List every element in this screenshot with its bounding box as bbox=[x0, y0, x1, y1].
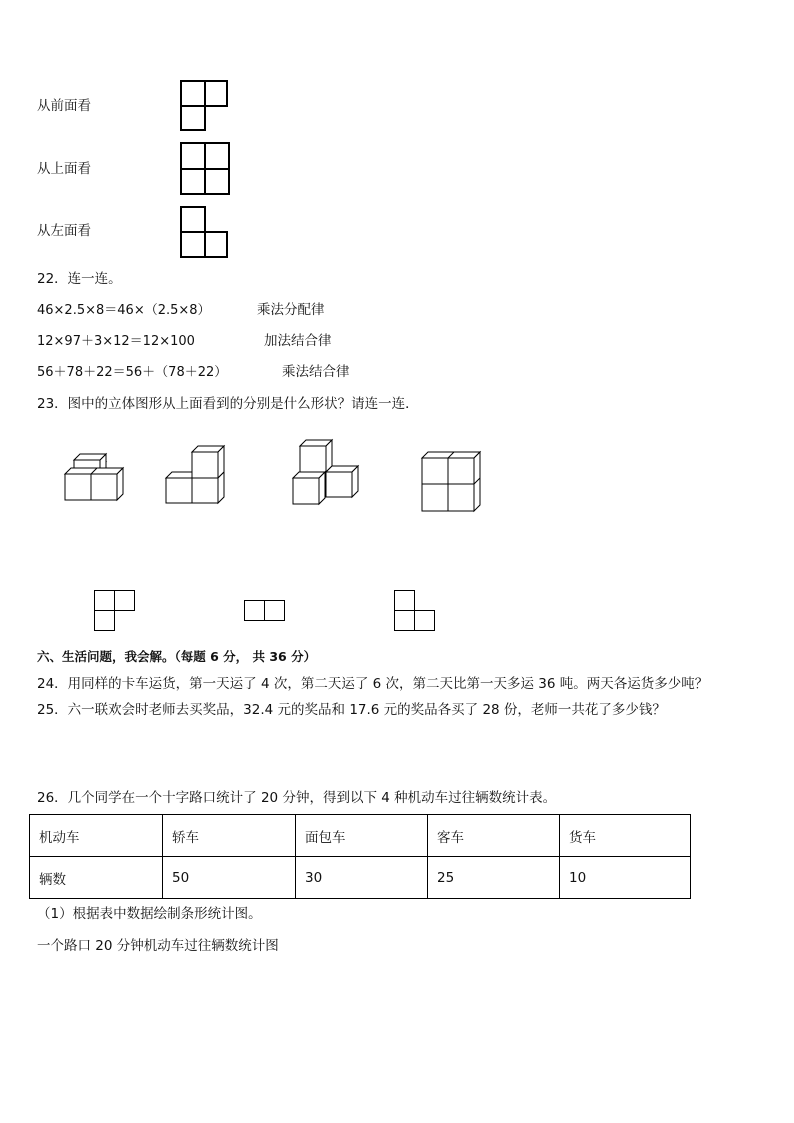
solid-figure-2 bbox=[165, 443, 227, 505]
top-view-figure bbox=[180, 142, 232, 196]
q26-sub1: （1）根据表中数据绘制条形统计图。 bbox=[37, 906, 262, 922]
view-label-top: 从上面看 bbox=[37, 161, 91, 177]
table-cell: 25 bbox=[428, 857, 560, 899]
table-cell: 10 bbox=[560, 857, 691, 899]
solid-figure-4 bbox=[421, 450, 485, 514]
view-label-left: 从左面看 bbox=[37, 223, 91, 239]
table-row bbox=[30, 857, 691, 899]
q24-text: 24．用同样的卡车运货，第一天运了 4 次，第二天运了 6 次，第二天比第一天多运 36 吨。两天各运货多少吨？ bbox=[37, 676, 709, 692]
q22-title: 22．连一连。 bbox=[37, 271, 122, 287]
q23-title: 23．图中的立体图形从上面看到的分别是什么形状？请连一连． bbox=[37, 396, 419, 412]
section-6-title: 六、生活问题，我会解。（每题 6 分， 共 36 分） bbox=[37, 649, 317, 664]
left-view-figure bbox=[180, 206, 230, 260]
view-label-front: 从前面看 bbox=[37, 98, 91, 114]
q22-law-2: 加法结合律 bbox=[264, 333, 332, 349]
q25-text: 25．六一联欢会时老师去买奖品，32.4 元的奖品和 17.6 元的奖品各买了 28 份，老师一共花了多少钱？ bbox=[37, 702, 666, 718]
top-shape-1 bbox=[94, 590, 136, 632]
table-cell: 货车 bbox=[560, 815, 691, 857]
chart-title: 一个路口 20 分钟机动车过往辆数统计图 bbox=[37, 938, 279, 954]
table-cell: 轿车 bbox=[163, 815, 296, 857]
table-cell: 30 bbox=[296, 857, 428, 899]
table-cell: 50 bbox=[163, 857, 296, 899]
table-cell: 客车 bbox=[428, 815, 560, 857]
table-cell: 辆数 bbox=[30, 857, 163, 899]
q22-law-3: 乘法结合律 bbox=[282, 364, 350, 380]
solid-figure-3 bbox=[292, 438, 362, 508]
vehicle-count-table bbox=[29, 814, 691, 899]
q22-equation-2: 12×97＋3×12＝12×100 bbox=[37, 334, 195, 349]
table-cell: 机动车 bbox=[30, 815, 163, 857]
q26-title: 26．几个同学在一个十字路口统计了 20 分钟，得到以下 4 种机动车过往辆数统计表。 bbox=[37, 790, 557, 806]
top-shape-3 bbox=[394, 590, 436, 632]
q22-equation-3: 56＋78＋22＝56＋（78＋22） bbox=[37, 365, 228, 380]
q22-equation-1: 46×2.5×8＝46×（2.5×8） bbox=[37, 303, 211, 318]
top-shape-2 bbox=[244, 600, 286, 622]
front-view-figure bbox=[180, 80, 230, 132]
table-header-row bbox=[30, 815, 691, 857]
table-cell: 面包车 bbox=[296, 815, 428, 857]
solid-figure-1 bbox=[64, 458, 128, 503]
q22-law-1: 乘法分配律 bbox=[257, 302, 325, 318]
